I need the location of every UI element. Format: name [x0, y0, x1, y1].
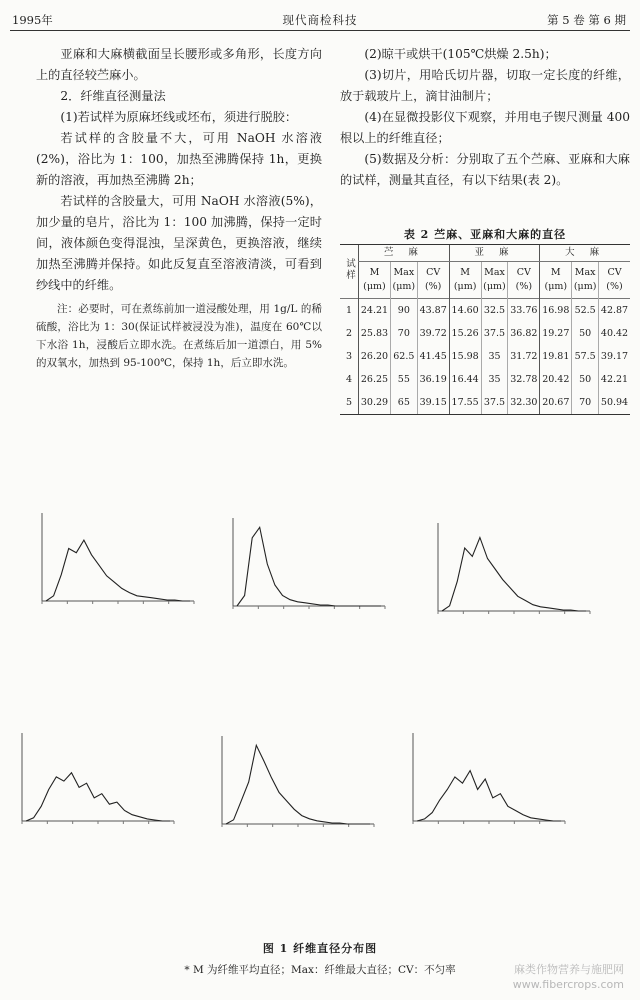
group-ramie: 苎 麻 [359, 245, 450, 262]
table-cell: 37.5 [481, 391, 508, 415]
table-group-header [340, 245, 630, 262]
column-header [508, 262, 540, 299]
distribution-line [417, 771, 561, 821]
paragraph: (1)若试样为原麻坯线或坯布，须进行脱胶： [60, 110, 298, 124]
table-cell: 15.98 [449, 345, 481, 368]
distribution-line [442, 538, 586, 612]
column-header [481, 262, 508, 299]
table-cell: 40.42 [599, 322, 630, 345]
table-cell: 55 [390, 368, 417, 391]
journal-title: 现代商检科技 [282, 13, 358, 27]
table-body [340, 299, 630, 415]
column-name: M [369, 267, 380, 278]
distribution-plot [430, 515, 600, 625]
column-name: CV [607, 267, 622, 278]
column-unit: (%) [606, 281, 623, 292]
table-cell: 35 [481, 345, 508, 368]
table-cell: 33.76 [508, 299, 540, 323]
distribution-plot [34, 505, 204, 615]
table-cell: 35 [481, 368, 508, 391]
column-header [540, 262, 572, 299]
column-header [417, 262, 449, 299]
header-year: 1995年 [12, 13, 53, 27]
column-unit: (μm) [453, 281, 477, 292]
table-caption: 表 2 苎麻、亚麻和大麻的直径 [403, 228, 567, 241]
table-cell: 50 [572, 368, 599, 391]
distribution-line [226, 745, 370, 824]
group-hemp: 大 麻 [540, 245, 630, 262]
distribution-plot [405, 725, 575, 835]
section-heading: 2．纤维直径测量法 [60, 89, 166, 103]
column-name: M [460, 267, 470, 278]
table-cell: 62.5 [390, 345, 417, 368]
watermark-url: www.fibercrops.com [512, 978, 624, 991]
table-cell: 20.67 [540, 391, 572, 415]
distribution-line [46, 540, 190, 601]
table-cell: 52.5 [572, 299, 599, 323]
table-cell: 70 [572, 391, 599, 415]
table-cell: 19.27 [540, 322, 572, 345]
sample-number: 2 [345, 327, 353, 339]
distribution-plot [225, 510, 395, 620]
table-cell: 41.45 [417, 345, 449, 368]
figure-caption: 图 1 纤维直径分布图 [262, 942, 378, 955]
table-cell: 16.44 [449, 368, 481, 391]
column-unit: (μm) [573, 281, 597, 292]
volume-issue: 第 5 卷 第 6 期 [547, 13, 626, 27]
plot-axes [222, 736, 374, 824]
column-unit: (μm) [483, 281, 506, 292]
table-cell: 37.5 [481, 322, 508, 345]
table-cell: 26.25 [359, 368, 391, 391]
column-name: CV [516, 267, 531, 278]
table-cell: 65 [390, 391, 417, 415]
figure-legend: * M 为纤维平均直径；Max：纤维最大直径；CV：不匀率 [184, 964, 456, 976]
sample-number: 1 [345, 304, 353, 316]
table-cell: 32.30 [508, 391, 540, 415]
table-cell: 39.72 [417, 322, 449, 345]
table-cell: 32.5 [481, 299, 508, 323]
table-cell: 16.98 [540, 299, 572, 323]
table-cell: 19.81 [540, 345, 572, 368]
column-header [359, 262, 391, 299]
table-cell: 42.21 [599, 368, 630, 391]
column-header [449, 262, 481, 299]
column-name: M [550, 267, 561, 278]
sample-number: 3 [345, 350, 353, 362]
column-unit: (%) [515, 281, 533, 292]
table-cell: 39.15 [417, 391, 449, 415]
column-unit: (μm) [392, 281, 416, 292]
column-name: Max [393, 267, 415, 278]
table-cell: 39.17 [599, 345, 630, 368]
table-cell: 17.55 [449, 391, 481, 415]
column-header [599, 262, 630, 299]
sample-header: 试样 [340, 245, 359, 299]
table-cell: 14.60 [449, 299, 481, 323]
column-unit: (%) [424, 281, 442, 292]
table-cell: 24.21 [359, 299, 391, 323]
watermark [513, 962, 624, 992]
sample-number: 4 [345, 373, 353, 385]
page-header [0, 0, 640, 34]
distribution-plot [214, 728, 384, 838]
table-cell: 50.94 [599, 391, 630, 415]
table-cell: 36.19 [417, 368, 449, 391]
plot-axes [413, 733, 565, 821]
table-cell: 70 [390, 322, 417, 345]
column-header [572, 262, 599, 299]
sample-number: 5 [340, 391, 359, 415]
table-cell: 50 [572, 322, 599, 345]
table-row [340, 345, 630, 368]
distribution-plot [14, 725, 184, 835]
table-cell: 32.78 [508, 368, 540, 391]
table-cell: 42.87 [599, 299, 630, 323]
table-row [340, 322, 630, 345]
paragraph: 若试样的含胶量不大，可用 NaOH 水溶液(2%)，浴比为 1：100，加热至沸腾保持 1h，更换新的溶液，再加热至沸腾 2h； [36, 131, 322, 187]
table-cell: 15.26 [449, 322, 481, 345]
paragraph: 亚麻和大麻横截面呈长腰形或多角形，长度方向上的直径较苎麻小。 [36, 47, 322, 82]
table-row [340, 299, 630, 323]
diameter-table [340, 244, 630, 415]
table-row [340, 368, 630, 391]
table-subheader [340, 262, 630, 299]
table-cell: 25.83 [359, 322, 391, 345]
column-name: Max [484, 267, 505, 278]
column-unit: (μm) [544, 281, 568, 292]
left-column [36, 44, 322, 372]
plot-axes [42, 513, 194, 601]
right-column [340, 44, 630, 191]
header-rule [10, 30, 630, 31]
column-header [390, 262, 417, 299]
column-unit: (μm) [363, 281, 386, 292]
table-cell: 20.42 [540, 368, 572, 391]
watermark-line: 麻类作物营养与施肥网 [514, 963, 624, 976]
group-flax: 亚 麻 [449, 245, 540, 262]
table-cell: 43.87 [417, 299, 449, 323]
column-name: Max [574, 267, 596, 278]
table-cell: 30.29 [359, 391, 391, 415]
table-cell: 31.72 [508, 345, 540, 368]
paragraph: (4)在显微投影仪下观察，并用电子锲尺测量 400 根以上的纤维直径； [340, 110, 630, 145]
column-name: CV [426, 267, 441, 278]
paragraph: (2)晾干或烘干(105℃烘燥 2.5h)； [364, 47, 557, 61]
table-cell: 90 [390, 299, 417, 323]
paragraph: (3)切片，用哈氏切片器，切取一定长度的纤维，放于载玻片上，滴甘油制片； [340, 68, 630, 103]
paragraph: 若试样的含胶量大，可用 NaOH 水溶液(5%)，加少量的皂片，浴比为 1：100 加沸腾，保持一定时间，液体颜色变得混浊，呈深黄色，更换溶液，继续加热至沸腾并保持。如此反复直至溶液清淡，可看到纱线中的纤维。 [36, 194, 322, 292]
note: 注：必要时，可在煮练前加一道浸酸处理，用 1g/L 的稀硫酸，浴比为 1：30(保证试样被浸没为准)，温度在 60℃以下水浴 1h，浸酸后立即水洗。在煮练后加一道漂白，用 5%的双氧水，加热到 95-100℃，保持 1h，后立即水洗。 [36, 303, 322, 369]
plot-axes [22, 733, 174, 821]
distribution-line [237, 527, 381, 606]
table-row [340, 391, 630, 415]
table-cell: 36.82 [508, 322, 540, 345]
distribution-line [26, 773, 170, 821]
plot-axes [233, 518, 385, 606]
table-cell: 26.20 [359, 345, 391, 368]
paragraph: (5)数据及分析：分别取了五个苎麻、亚麻和大麻的试样，测量其直径，有以下结果(表 2)。 [340, 152, 630, 187]
table-cell: 57.5 [572, 345, 599, 368]
